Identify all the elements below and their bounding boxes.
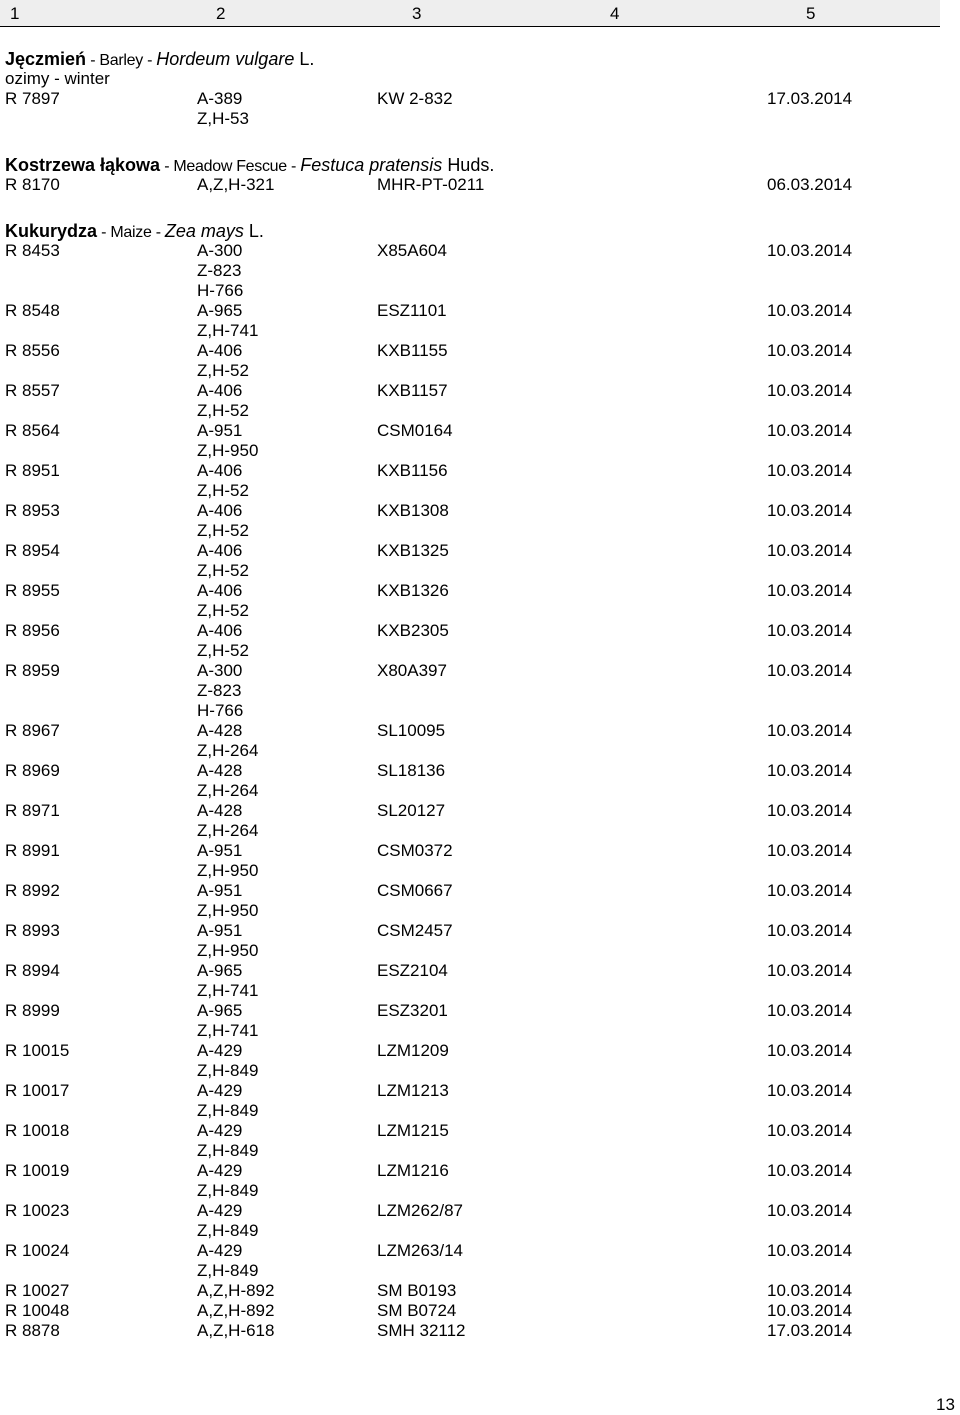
table-row <box>0 241 960 261</box>
table-row <box>0 721 960 741</box>
entry-date: 10.03.2014 <box>767 241 853 260</box>
table-row-continuation <box>0 361 960 381</box>
table-row-continuation <box>0 281 960 301</box>
class-code: Z,H-950 <box>197 941 259 960</box>
class-code: Z,H-849 <box>197 1261 259 1280</box>
column-header-1: 1 <box>10 4 20 23</box>
class-code: Z,H-849 <box>197 1101 259 1120</box>
column-header-5: 5 <box>806 4 816 23</box>
class-code: Z,H-264 <box>197 741 259 760</box>
entry-date: 10.03.2014 <box>767 661 853 680</box>
column-header-3: 3 <box>412 4 422 23</box>
class-code: A-406 <box>197 381 243 400</box>
variety-name: ESZ1101 <box>377 301 447 320</box>
section-title <box>0 155 960 175</box>
class-code: A-429 <box>197 1041 243 1060</box>
class-code: A-406 <box>197 621 243 640</box>
variety-name: ESZ3201 <box>377 1001 448 1020</box>
class-code: H-766 <box>197 701 244 720</box>
class-code: A,Z,H-892 <box>197 1301 275 1320</box>
register-number: R 8170 <box>5 175 60 194</box>
class-code: Z,H-849 <box>197 1181 259 1200</box>
variety-name: SL18136 <box>377 761 446 780</box>
register-number: R 8999 <box>5 1001 60 1020</box>
section-name-authority: Huds. <box>447 155 495 175</box>
variety-name: X80A397 <box>377 661 447 680</box>
entry-date: 10.03.2014 <box>767 761 853 780</box>
entry-date: 10.03.2014 <box>767 961 853 980</box>
entry-date: 10.03.2014 <box>767 581 853 600</box>
variety-name: SL20127 <box>377 801 446 820</box>
class-code: Z,H-950 <box>197 901 259 920</box>
table-row-continuation <box>0 1101 960 1121</box>
variety-name: KXB1157 <box>377 381 448 400</box>
variety-name: KXB1325 <box>377 541 449 560</box>
class-code: A-428 <box>197 761 243 780</box>
variety-name: SM B0193 <box>377 1281 457 1300</box>
table-row-continuation <box>0 441 960 461</box>
class-code: A-965 <box>197 1001 243 1020</box>
table-row <box>0 581 960 601</box>
register-number: R 8953 <box>5 501 60 520</box>
variety-name: LZM263/14 <box>377 1241 463 1260</box>
table-row-continuation <box>0 1141 960 1161</box>
register-number: R 8951 <box>5 461 60 480</box>
table-row <box>0 801 960 821</box>
variety-name: CSM0667 <box>377 881 453 900</box>
class-code: Z,H-741 <box>197 321 259 340</box>
entry-date: 10.03.2014 <box>767 1161 853 1180</box>
table-row <box>0 961 960 981</box>
section-title-text: Kukurydza - Maize - Zea mays L. <box>5 221 264 241</box>
table-row <box>0 341 960 361</box>
class-code: A-429 <box>197 1081 243 1100</box>
section-title-text: Jęczmień - Barley - Hordeum vulgare L. <box>5 49 315 69</box>
class-code: A-300 <box>197 661 243 680</box>
table-row <box>0 1301 960 1321</box>
table-row <box>0 761 960 781</box>
entry-date: 06.03.2014 <box>767 175 853 194</box>
class-code: A-429 <box>197 1201 243 1220</box>
entry-date: 10.03.2014 <box>767 621 853 640</box>
variety-name: SMH 32112 <box>377 1321 466 1340</box>
table-row <box>0 1041 960 1061</box>
register-number: R 8878 <box>5 1321 60 1340</box>
table-row-continuation <box>0 261 960 281</box>
table-row <box>0 1001 960 1021</box>
entry-date: 10.03.2014 <box>767 1201 853 1220</box>
section-title <box>0 49 960 69</box>
table-row <box>0 1161 960 1181</box>
entry-date: 10.03.2014 <box>767 881 853 900</box>
variety-name: SL10095 <box>377 721 446 740</box>
section-subtitle-text: ozimy - winter <box>5 69 110 88</box>
class-code: A,Z,H-892 <box>197 1281 275 1300</box>
class-code: A-429 <box>197 1161 243 1180</box>
entry-date: 10.03.2014 <box>767 1041 853 1060</box>
variety-name: SM B0724 <box>377 1301 457 1320</box>
register-number: R 10024 <box>5 1241 70 1260</box>
class-code: A-389 <box>197 89 243 108</box>
section-title-text: Kostrzewa łąkowa - Meadow Fescue - Festuca pratensis Huds. <box>5 155 495 175</box>
register-number: R 8453 <box>5 241 60 260</box>
class-code: A-965 <box>197 301 243 320</box>
class-code: Z,H-264 <box>197 821 259 840</box>
class-code: Z,H-53 <box>197 109 249 128</box>
section-name-en: Maize <box>110 224 152 241</box>
register-number: R 8971 <box>5 801 60 820</box>
register-number: R 8993 <box>5 921 60 940</box>
entry-date: 10.03.2014 <box>767 721 853 740</box>
class-code: A-965 <box>197 961 243 980</box>
register-number: R 8992 <box>5 881 60 900</box>
class-code: Z,H-849 <box>197 1221 259 1240</box>
register-number: R 10018 <box>5 1121 70 1140</box>
table-row-continuation <box>0 861 960 881</box>
table-row-continuation <box>0 781 960 801</box>
class-code: Z,H-849 <box>197 1141 259 1160</box>
table-row <box>0 621 960 641</box>
class-code: A-406 <box>197 341 243 360</box>
register-number: R 8956 <box>5 621 60 640</box>
table-row <box>0 661 960 681</box>
table-row-continuation <box>0 1181 960 1201</box>
register-number: R 8959 <box>5 661 60 680</box>
class-code: Z,H-950 <box>197 441 259 460</box>
table-row <box>0 881 960 901</box>
section-name-authority: L. <box>248 221 264 241</box>
variety-name: LZM262/87 <box>377 1201 463 1220</box>
entry-date: 10.03.2014 <box>767 801 853 820</box>
class-code: A-951 <box>197 841 243 860</box>
entry-date: 10.03.2014 <box>767 1241 853 1260</box>
variety-name: CSM0372 <box>377 841 453 860</box>
register-number: R 8967 <box>5 721 60 740</box>
entry-date: 10.03.2014 <box>767 921 853 940</box>
class-code: A-300 <box>197 241 243 260</box>
variety-name: CSM2457 <box>377 921 453 940</box>
table-row <box>0 841 960 861</box>
table-row <box>0 1201 960 1221</box>
variety-name: MHR-PT-0211 <box>377 175 485 194</box>
entry-date: 17.03.2014 <box>767 1321 853 1340</box>
table-row-continuation <box>0 521 960 541</box>
register-number: R 8994 <box>5 961 60 980</box>
register-number: R 10027 <box>5 1281 70 1300</box>
variety-name: LZM1216 <box>377 1161 449 1180</box>
variety-name: ESZ2104 <box>377 961 448 980</box>
table-row-continuation <box>0 1021 960 1041</box>
table-row <box>0 501 960 521</box>
entry-date: 10.03.2014 <box>767 541 853 560</box>
register-number: R 10023 <box>5 1201 70 1220</box>
table-row <box>0 301 960 321</box>
table-row <box>0 381 960 401</box>
class-code: A-951 <box>197 921 243 940</box>
register-number: R 8556 <box>5 341 60 360</box>
table-row-continuation <box>0 1061 960 1081</box>
table-row <box>0 89 960 109</box>
class-code: A-951 <box>197 421 243 440</box>
class-code: A,Z,H-618 <box>197 1321 275 1340</box>
column-header-2: 2 <box>216 4 226 23</box>
section-subtitle <box>0 69 960 89</box>
entry-date: 10.03.2014 <box>767 1121 853 1140</box>
table-row-continuation <box>0 981 960 1001</box>
section-name-pl: Kukurydza <box>5 221 98 241</box>
variety-name: X85A604 <box>377 241 447 260</box>
class-code: A-406 <box>197 461 243 480</box>
register-number: R 8954 <box>5 541 60 560</box>
class-code: Z,H-52 <box>197 481 249 500</box>
class-code: Z,H-52 <box>197 601 249 620</box>
class-code: A-428 <box>197 721 243 740</box>
register-number: R 10048 <box>5 1301 70 1320</box>
variety-name: KXB1156 <box>377 461 448 480</box>
class-code: Z-823 <box>197 681 242 700</box>
class-code: Z,H-52 <box>197 361 249 380</box>
class-code: Z,H-741 <box>197 981 259 1000</box>
entry-date: 10.03.2014 <box>767 421 853 440</box>
register-number: R 8991 <box>5 841 60 860</box>
section-name-latin: Hordeum vulgare <box>156 49 295 69</box>
variety-name: KXB2305 <box>377 621 449 640</box>
table-row <box>0 1241 960 1261</box>
class-code: Z,H-52 <box>197 561 249 580</box>
table-row <box>0 175 960 195</box>
entry-date: 10.03.2014 <box>767 461 853 480</box>
class-code: A-429 <box>197 1241 243 1260</box>
section-title <box>0 221 960 241</box>
variety-name: LZM1209 <box>377 1041 449 1060</box>
page-number: 13 <box>936 1395 955 1414</box>
table-row-continuation <box>0 821 960 841</box>
register-number: R 10017 <box>5 1081 70 1100</box>
table-row-continuation <box>0 901 960 921</box>
class-code: A-406 <box>197 541 243 560</box>
table-row-continuation <box>0 941 960 961</box>
variety-name: KXB1326 <box>377 581 449 600</box>
class-code: Z-823 <box>197 261 242 280</box>
table-row <box>0 421 960 441</box>
variety-name: KW 2-832 <box>377 89 453 108</box>
table-row-continuation <box>0 109 960 129</box>
section-name-latin: Zea mays <box>164 221 244 241</box>
table-row <box>0 461 960 481</box>
class-code: A-406 <box>197 501 243 520</box>
class-code: Z,H-52 <box>197 641 249 660</box>
variety-name: LZM1213 <box>377 1081 449 1100</box>
entry-date: 10.03.2014 <box>767 1001 853 1020</box>
class-code: H-766 <box>197 281 244 300</box>
variety-name: KXB1155 <box>377 341 448 360</box>
register-number: R 10015 <box>5 1041 70 1060</box>
table-row <box>0 921 960 941</box>
register-number: R 8548 <box>5 301 60 320</box>
class-code: A,Z,H-321 <box>197 175 275 194</box>
entry-date: 10.03.2014 <box>767 501 853 520</box>
table-row <box>0 1121 960 1141</box>
table-row-continuation <box>0 561 960 581</box>
section-name-authority: L. <box>299 49 315 69</box>
class-code: Z,H-741 <box>197 1021 259 1040</box>
table-row <box>0 1321 960 1341</box>
table-row-continuation <box>0 701 960 721</box>
table-row-continuation <box>0 1261 960 1281</box>
variety-name: KXB1308 <box>377 501 449 520</box>
class-code: A-428 <box>197 801 243 820</box>
class-code: Z,H-52 <box>197 401 249 420</box>
table-row-continuation <box>0 681 960 701</box>
column-header-4: 4 <box>610 4 620 23</box>
class-code: Z,H-849 <box>197 1061 259 1080</box>
entry-date: 10.03.2014 <box>767 301 853 320</box>
table-row-continuation <box>0 321 960 341</box>
table-row-continuation <box>0 601 960 621</box>
section-name-latin: Festuca pratensis <box>300 155 443 175</box>
table-row-continuation <box>0 481 960 501</box>
register-number: R 10019 <box>5 1161 70 1180</box>
table-row-continuation <box>0 641 960 661</box>
table-row-continuation <box>0 401 960 421</box>
table-row-continuation <box>0 1221 960 1241</box>
register-number: R 8955 <box>5 581 60 600</box>
variety-name: CSM0164 <box>377 421 453 440</box>
variety-name: LZM1215 <box>377 1121 449 1140</box>
entry-date: 10.03.2014 <box>767 341 853 360</box>
table-row <box>0 1081 960 1101</box>
section-name-pl: Jęczmień <box>5 49 87 69</box>
register-number: R 8564 <box>5 421 60 440</box>
class-code: Z,H-52 <box>197 521 249 540</box>
class-code: Z,H-950 <box>197 861 259 880</box>
entry-date: 17.03.2014 <box>767 89 853 108</box>
section-name-en: Barley <box>99 52 143 69</box>
class-code: Z,H-264 <box>197 781 259 800</box>
section-name-en: Meadow Fescue <box>173 158 287 175</box>
entry-date: 10.03.2014 <box>767 1301 853 1320</box>
class-code: A-429 <box>197 1121 243 1140</box>
entry-date: 10.03.2014 <box>767 1081 853 1100</box>
class-code: A-406 <box>197 581 243 600</box>
entry-date: 10.03.2014 <box>767 1281 853 1300</box>
table-row <box>0 1281 960 1301</box>
table-row <box>0 541 960 561</box>
section-name-pl: Kostrzewa łąkowa <box>5 155 161 175</box>
class-code: A-951 <box>197 881 243 900</box>
entry-date: 10.03.2014 <box>767 381 853 400</box>
register-number: R 8557 <box>5 381 60 400</box>
entry-date: 10.03.2014 <box>767 841 853 860</box>
table-row-continuation <box>0 741 960 761</box>
register-number: R 7897 <box>5 89 60 108</box>
register-number: R 8969 <box>5 761 60 780</box>
